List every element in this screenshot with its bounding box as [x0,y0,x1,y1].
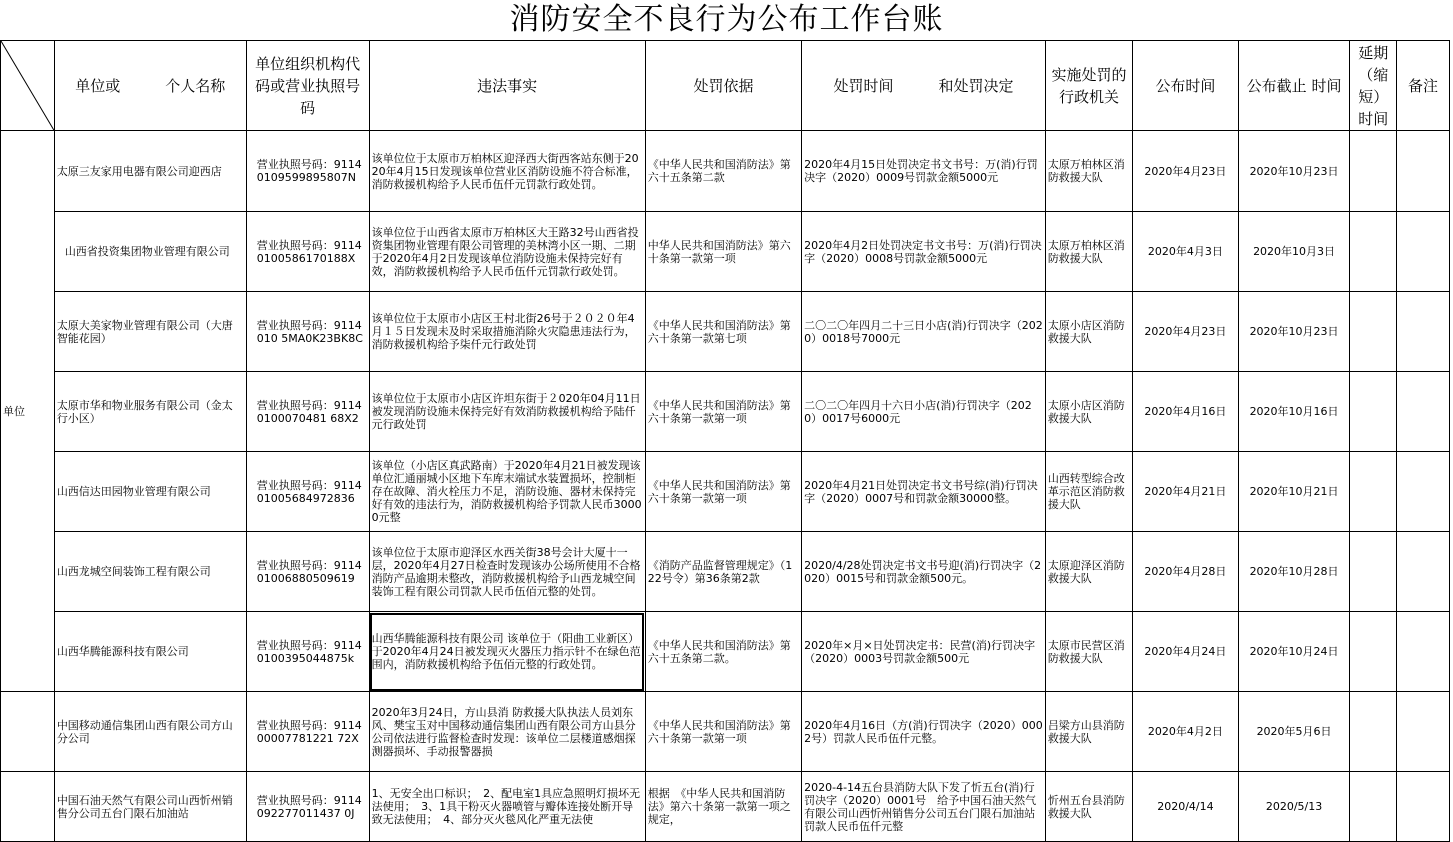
decision-cell[interactable]: 二〇二〇年四月二十三日小店(消)行罚决字（2020）0018号7000元 [802,292,1046,372]
deadline-cell[interactable]: 2020年10月23日 [1238,292,1350,372]
table-row [1,692,1450,772]
publish-cell[interactable]: 2020年4月3日 [1133,212,1239,292]
unit-name-cell[interactable]: 太原市华和物业服务有限公司（金太行小区） [54,372,246,452]
facts-cell[interactable]: 1、无安全出口标识； 2、配电室1具应急照明灯损坏无法使用； 3、1具干粉灭火器喷管与瓣体连接处断开导致无法使用； 4、部分灭火毯风化严重无法使 [369,772,645,842]
decision-cell[interactable]: 2020-4-14五台县消防大队下发了忻五台(消)行罚决字（2020）0001号 给予中国石油天然气有限公司山西忻州销售分公司五台门限石加油站罚款人民币伍仟元整 [802,772,1046,842]
corner-header-cell [1,41,55,131]
agency-cell[interactable]: 太原万柏林区消防救援大队 [1045,131,1132,212]
publish-cell[interactable]: 2020年4月24日 [1133,612,1239,692]
extend-cell[interactable] [1350,292,1397,372]
unit-name-cell[interactable]: 太原三友家用电器有限公司迎西店 [54,131,246,212]
ledger-table [0,40,1450,842]
basis-cell[interactable]: 《中华人民共和国消防法》第六十条第一款第一项 [645,692,801,772]
unit-name-cell[interactable]: 中国移动通信集团山西有限公司方山分公司 [54,692,246,772]
remark-cell[interactable] [1397,452,1450,532]
header-remark[interactable]: 备注 [1397,41,1450,131]
decision-cell[interactable]: 2020年4月16日（方(消)行罚决字（2020）0002号）罚款人民币伍仟元整。 [802,692,1046,772]
extend-cell[interactable] [1350,372,1397,452]
deadline-cell[interactable]: 2020年10月28日 [1238,532,1350,612]
agency-cell[interactable]: 太原小店区消防救援大队 [1045,372,1132,452]
facts-cell[interactable]: 该单位（小店区真武路南）于2020年4月21日被发现该单位汇通丽城小区地下车库末端试水装置损坏，控制柜存在故障、消火栓压力不足，消防设施、器材未保持完好有效的违法行为，消防救援机构给予罚款人民币30000元整 [369,452,645,532]
remark-cell[interactable] [1397,612,1450,692]
publish-cell[interactable]: 2020年4月28日 [1133,532,1239,612]
decision-cell[interactable]: 2020/4/28处罚决定书文书号迎(消)行罚决字（2020）0015号和罚款金额500元。 [802,532,1046,612]
unit-name-cell[interactable]: 山西省投资集团物业管理有限公司 [54,212,246,292]
agency-cell[interactable]: 忻州五台县消防救援大队 [1045,772,1132,842]
header-publish[interactable]: 公布时间 [1133,41,1239,131]
table-row [1,292,1450,372]
extend-cell[interactable] [1350,692,1397,772]
agency-cell[interactable]: 太原万柏林区消防救援大队 [1045,212,1132,292]
table-row [1,772,1450,842]
header-unit-name[interactable]: 单位或 个人名称 [54,41,246,131]
basis-cell[interactable]: 《消防产品监督管理规定》（122号令）第36条第2款 [645,532,801,612]
diagonal-line [1,41,54,130]
extend-cell[interactable] [1350,212,1397,292]
deadline-cell[interactable]: 2020年10月16日 [1238,372,1350,452]
deadline-cell[interactable]: 2020年10月21日 [1238,452,1350,532]
header-code[interactable]: 单位组织机构代码或营业执照号码 [246,41,369,131]
page-title: 消防安全不良行为公布工作台账 [509,2,944,37]
extend-cell[interactable] [1350,772,1397,842]
extend-cell[interactable] [1350,532,1397,612]
table-row [1,612,1450,692]
ledger-body [1,131,1450,842]
category-cell-empty[interactable] [1,692,55,772]
remark-cell[interactable] [1397,292,1450,372]
code-cell[interactable]: 营业执照号码：91140100586170188X [246,212,369,292]
deadline-cell[interactable]: 2020/5/13 [1238,772,1350,842]
publish-cell[interactable]: 2020年4月23日 [1133,292,1239,372]
deadline-cell[interactable]: 2020年10月3日 [1238,212,1350,292]
unit-name-cell[interactable]: 山西龙城空间装饰工程有限公司 [54,532,246,612]
header-row [1,41,1450,131]
facts-cell[interactable]: 2020年3月24日，方山县消 防救援大队执法人员刘东风、樊宝玉对中国移动通信集团山西有限公司方山县分公司依法进行监督检查时发现：该单位二层楼道感烟探测器损坏、手动报警器损 [369,692,645,772]
agency-cell[interactable]: 太原小店区消防救援大队 [1045,292,1132,372]
header-time-decision[interactable]: 处罚时间 和处罚决定 [802,41,1046,131]
decision-cell[interactable]: 二〇二〇年四月十六日小店(消)行罚决字（2020）0017号6000元 [802,372,1046,452]
basis-cell[interactable]: 根据 《中华人民共和国消防法》第六十条第一款第一项之规定， [645,772,801,842]
deadline-cell[interactable]: 2020年10月24日 [1238,612,1350,692]
remark-cell[interactable] [1397,772,1450,842]
decision-cell[interactable]: 2020年4月15日处罚决定书文书号：万(消)行罚决字（2020）0009号罚款金额5000元 [802,131,1046,212]
agency-cell[interactable]: 吕梁方山县消防救援大队 [1045,692,1132,772]
table-row [1,212,1450,292]
facts-cell[interactable]: 该单位位于太原市万柏林区迎泽西大街西客站东侧于2020年4月15日发现该单位营业区消防设施不符合标准，消防救援机构给予人民币伍仟元罚款行政处罚。 [369,131,645,212]
unit-name-cell[interactable]: 山西华腾能源科技有限公司 [54,612,246,692]
table-row [1,372,1450,452]
basis-cell[interactable]: 《中华人民共和国消防法》第六十条第一款第一项 [645,372,801,452]
agency-cell[interactable]: 太原市民营区消防救援大队 [1045,612,1132,692]
extend-cell[interactable] [1350,612,1397,692]
agency-cell[interactable]: 山西转型综合改革示范区消防救援大队 [1045,452,1132,532]
code-cell[interactable]: 营业执照号码：9114092277011437 0J [246,772,369,842]
code-cell[interactable]: 营业执照号码：91140100395044875k [246,612,369,692]
facts-cell[interactable]: 该单位位于山西省太原市万柏林区大王路32号山西省投资集团物业管理有限公司管理的美林湾小区一期、二期于2020年4月2日发现该单位消防设施未保持完好有效，消防救援机构给予人民币伍仟元罚款行政处罚。 [369,212,645,292]
category-cell-empty[interactable] [1,772,55,842]
unit-name-cell[interactable]: 中国石油天然气有限公司山西忻州销售分公司五台门限石加油站 [54,772,246,842]
code-cell[interactable]: 营业执照号码：911401006880509619 [246,532,369,612]
code-cell[interactable]: 营业执照号码：91140100070481 68X2 [246,372,369,452]
facts-cell[interactable]: 该单位位于太原市小店区许坦东街于２020年04月11日被发现消防设施未保持完好有效消防救援机构给予陆仟元行政处罚 [369,372,645,452]
unit-name-cell[interactable]: 太原大美家物业管理有限公司（大唐智能花园） [54,292,246,372]
code-cell[interactable]: 营业执照号码：91140109599895807N [246,131,369,212]
basis-cell[interactable]: 《中华人民共和国消防法》第六十五条第二款 [645,131,801,212]
code-cell[interactable]: 营业执照号码：911401005684972836 [246,452,369,532]
publish-cell[interactable]: 2020年4月16日 [1133,372,1239,452]
header-basis[interactable]: 处罚依据 [645,41,801,131]
deadline-cell[interactable]: 2020年5月6日 [1238,692,1350,772]
publish-cell[interactable]: 2020/4/14 [1133,772,1239,842]
remark-cell[interactable] [1397,212,1450,292]
decision-cell[interactable]: 2020年4月21日处罚决定书文书号综(消)行罚决字（2020）0007号和罚款金额30000整。 [802,452,1046,532]
basis-cell[interactable]: 《中华人民共和国消防法》第六十条第一款第七项 [645,292,801,372]
header-facts[interactable]: 违法事实 [369,41,645,131]
extend-cell[interactable] [1350,452,1397,532]
remark-cell[interactable] [1397,692,1450,772]
remark-cell[interactable] [1397,532,1450,612]
header-deadline[interactable]: 公布截止 时间 [1238,41,1350,131]
facts-cell[interactable]: 该单位位于太原市小店区王村北街26号于２０２０年4月１５日发现未及时采取措施消除火灾隐患违法行为，消防救援机构给予柒仟元行政处罚 [369,292,645,372]
facts-cell[interactable]: 该单位位于太原市迎泽区水西关街38号会计大厦十一层，2020年4月27日检查时发现该办公场所使用不合格消防产品逾期未整改，消防救援机构给予山西龙城空间装饰工程有限公司罚款人民币伍佰元整的处罚。 [369,532,645,612]
remark-cell[interactable] [1397,131,1450,212]
agency-cell[interactable]: 太原迎泽区消防救援大队 [1045,532,1132,612]
unit-name-cell[interactable]: 山西信达田园物业管理有限公司 [54,452,246,532]
decision-cell[interactable]: 2020年×月×日处罚决定书：民营(消)行罚决字（2020）0003号罚款金额500元 [802,612,1046,692]
header-agency[interactable]: 实施处罚的行政机关 [1045,41,1132,131]
code-cell[interactable]: 营业执照号码：911400007781221 72X [246,692,369,772]
basis-cell[interactable]: 中华人民共和国消防法》第六十条第一款第一项 [645,212,801,292]
code-cell[interactable]: 营业执照号码：9114010 5MA0K23BK8C [246,292,369,372]
extend-cell[interactable] [1350,131,1397,212]
table-row [1,532,1450,612]
basis-cell[interactable]: 《中华人民共和国消防法》第六十条第一款第一项 [645,452,801,532]
table-row [1,131,1450,212]
remark-cell[interactable] [1397,372,1450,452]
publish-cell[interactable]: 2020年4月23日 [1133,131,1239,212]
decision-cell[interactable]: 2020年4月2日处罚决定书文书号：万(消)行罚决字（2020）0008号罚款金额5000元 [802,212,1046,292]
basis-cell[interactable]: 《中华人民共和国消防法》第六十五条第二款。 [645,612,801,692]
header-extend[interactable]: 延期（缩短）时间 [1350,41,1397,131]
publish-cell[interactable]: 2020年4月21日 [1133,452,1239,532]
table-row [1,452,1450,532]
category-cell[interactable]: 单位 [1,131,55,692]
facts-cell-selected[interactable]: 山西华腾能源科技有限公司 该单位于（阳曲工业新区）于2020年4月24日被发现灭火器压力指示针不在绿色范围内，消防救援机构给予伍佰元整的行政处罚。 [369,612,645,692]
publish-cell[interactable]: 2020年4月2日 [1133,692,1239,772]
deadline-cell[interactable]: 2020年10月23日 [1238,131,1350,212]
